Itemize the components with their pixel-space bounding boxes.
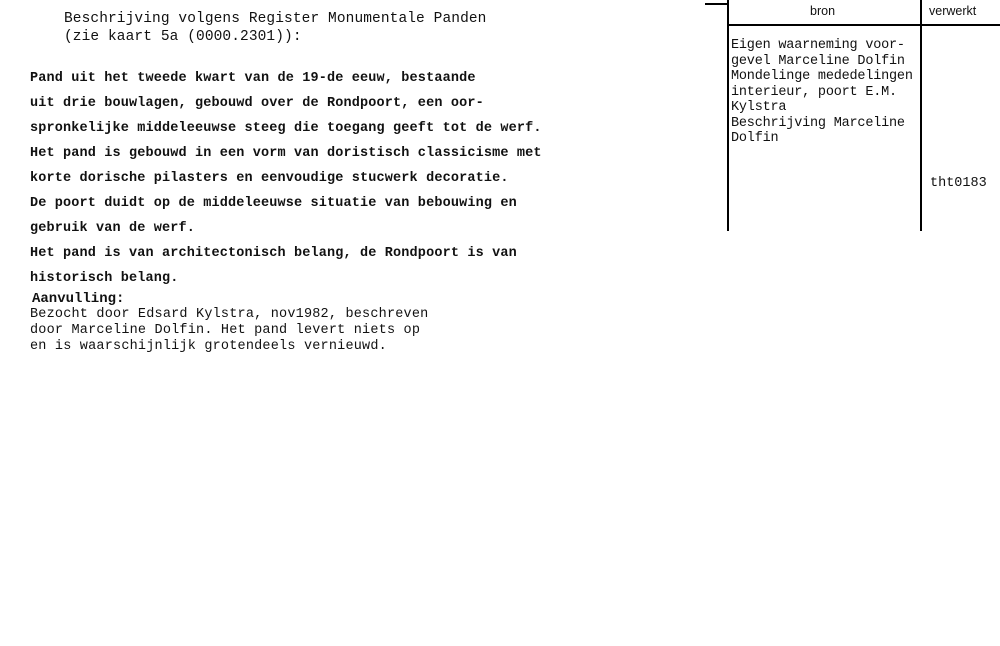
column-header-verwerkt: verwerkt xyxy=(929,4,977,18)
description-line: De poort duidt op de middeleeuwse situatie van bebouwing en xyxy=(30,196,517,211)
bron-line: Kylstra xyxy=(731,100,787,115)
description-line: historisch belang. xyxy=(30,271,179,286)
description-line: gebruik van de werf. xyxy=(30,221,196,236)
aanvulling-title: Aanvulling: xyxy=(32,291,125,307)
table-left-rule xyxy=(727,0,729,231)
bron-line: Beschrijving Marceline xyxy=(731,115,905,131)
description-line: Pand uit het tweede kwart van de 19-de eeuw, bestaande xyxy=(30,71,476,86)
bron-line: Dolfin xyxy=(731,131,779,146)
description-line: Het pand is gebouwd in een vorm van doristisch classicisme met xyxy=(30,146,542,161)
heading-line-2: (zie kaart 5a (0000.2301)): xyxy=(64,29,302,45)
column-header-bron: bron xyxy=(810,4,836,18)
bron-line: Eigen waarneming voor- xyxy=(731,38,905,53)
verwerkt-code: tht0183 xyxy=(930,176,987,191)
aanvulling-text xyxy=(30,307,428,355)
description-line: Het pand is van architectonisch belang, de Rondpoort is van xyxy=(30,246,517,261)
aanvulling-line: Bezocht door Edsard Kylstra, nov1982, beschreven xyxy=(30,307,429,322)
heading-line-1: Beschrijving volgens Register Monumentale Panden xyxy=(64,11,487,27)
bron-line: gevel Marceline Dolfin xyxy=(731,53,905,69)
aanvulling-line: en is waarschijnlijk grotendeels vernieuwd. xyxy=(30,339,387,354)
table-header-rule xyxy=(727,24,1000,26)
bron-cell xyxy=(731,38,913,147)
source-table xyxy=(0,0,1000,232)
description-line: korte dorische pilasters en eenvoudige stucwerk decoratie. xyxy=(30,171,509,186)
bron-line: interieur, poort E.M. xyxy=(731,84,897,100)
table-middle-rule xyxy=(920,0,922,231)
description-line: uit drie bouwlagen, gebouwd over de Rondpoort, een oor- xyxy=(30,96,484,111)
aanvulling-line: door Marceline Dolfin. Het pand levert niets op xyxy=(30,323,421,338)
bron-line: Mondelinge mededelingen xyxy=(731,69,913,84)
table-top-tick xyxy=(705,3,728,5)
description-line: spronkelijke middeleeuwse steeg die toegang geeft tot de werf. xyxy=(30,121,542,136)
